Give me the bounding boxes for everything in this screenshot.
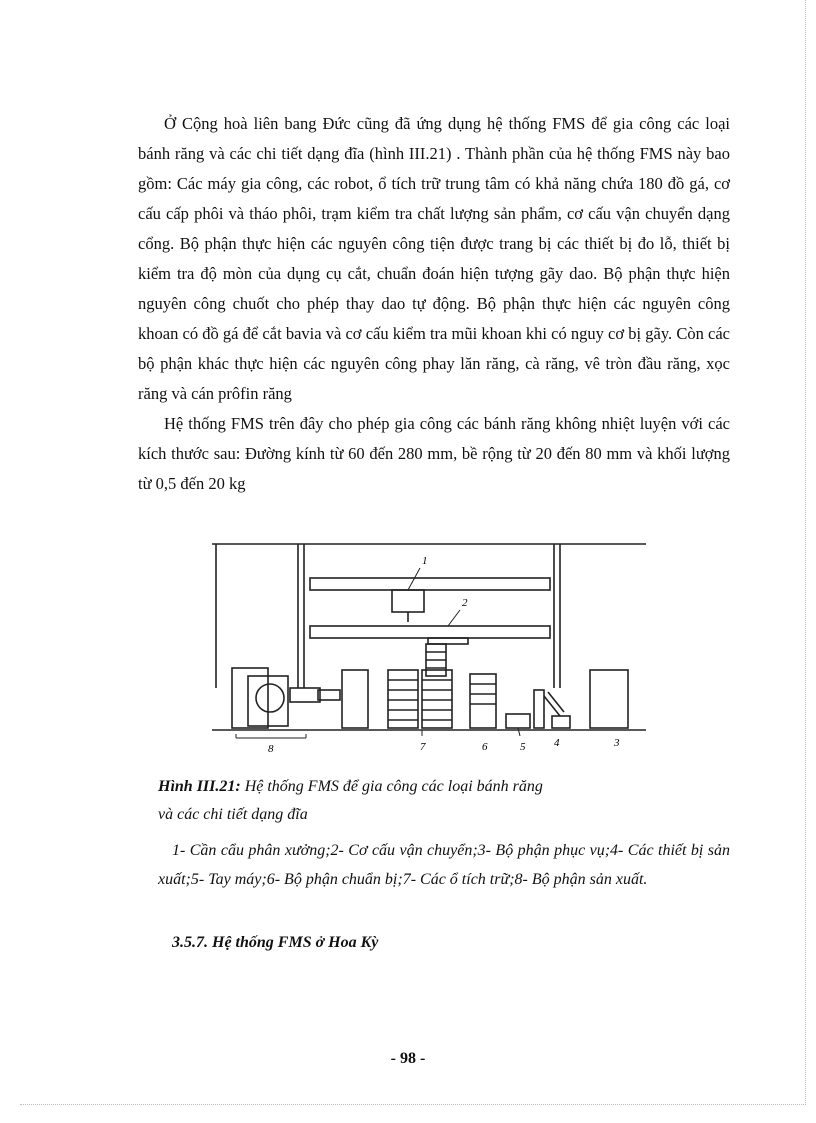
transfer-carriage: [428, 638, 468, 644]
figure-legend: 1- Cần cẩu phân xưởng;2- Cơ cấu vận chuyển;3- Bộ phận phục vụ;4- Các thiết bị sản xuất;5- Tay máy;6- Bộ phận chuẩn bị;7- Các ổ tích trữ;8- Bộ phận sản xuất.: [158, 842, 730, 888]
page-number: - 98 -: [390, 1050, 426, 1067]
fms-line-drawing: [208, 540, 650, 760]
figure-fms-diagram: [208, 540, 650, 760]
gantry-beam-lower: [310, 626, 550, 638]
paragraph-1: Ở Cộng hoà liên bang Đức cũng đã ứng dụng hệ thống FMS để gia công các loại bánh răng và các chi tiết dạng đĩa (hình III.21) . Thành phần của hệ thống FMS này bao gồm: Các máy gia công, các robot, ổ tích trữ trung tâm có khả năng chứa 180 đồ gá, cơ cấu cấp phôi và tháo phôi, trạm kiểm tra chất lượng sản phẩm, cơ cấu vận chuyển dạng cổng. Bộ phận thực hiện các nguyên công tiện được trang bị các thiết bị đo lỗ, thiết bị kiểm tra độ mòn của dụng cụ cắt, chuẩn đoán hiện tượng gãy dao. Bộ phận thực hiện nguyên công chuốt cho phép thay dao tự động. Bộ phận thực hiện các nguyên công khoan có đồ gá để cắt bavia và cơ cấu kiểm tra mũi khoan khi có nguy cơ bị gãy. Còn các bộ phận khác thực hiện các nguyên công phay lăn răng, cà răng, vê tròn đầu răng, xọc răng và cán prôfin răng: [138, 114, 730, 403]
figure-label-3: 3: [614, 737, 620, 749]
figure-caption-title: Hệ thống FMS để gia công các loại bánh răng: [244, 778, 543, 795]
page-border-bottom: [20, 1104, 806, 1105]
figure-label-2: 2: [462, 597, 468, 609]
figure-caption-label: Hình III.21:: [158, 778, 241, 795]
figure-label-1: 1: [422, 555, 428, 567]
machine-8a: [232, 668, 268, 728]
paragraph-2: Hệ thống FMS trên đây cho phép gia công các bánh răng không nhiệt luyện với các kích thước sau: Đường kính từ 60 đến 280 mm, bề rộng từ 20 đến 80 mm và khối lượng từ 0,5 đến 20 kg: [138, 414, 730, 493]
service-unit-3: [590, 670, 628, 728]
figure-label-5: 5: [520, 741, 526, 753]
storage-left: [342, 670, 368, 728]
section-heading: 3.5.7. Hệ thống FMS ở Hoa Kỳ: [172, 934, 379, 951]
figure-label-7: 7: [420, 741, 426, 753]
equipment-4: [534, 690, 544, 728]
figure-label-8: 8: [268, 743, 274, 755]
preparation-rack-6: [470, 674, 496, 728]
figure-caption-line-1: [158, 773, 738, 801]
page-border-right: [805, 0, 806, 1103]
figure-label-4: 4: [554, 737, 560, 749]
crane-trolley: [392, 590, 424, 612]
manipulator-5: [506, 714, 530, 728]
figure-caption-line-2: và các chi tiết dạng đĩa: [158, 806, 308, 823]
figure-label-6: 6: [482, 741, 488, 753]
gantry-beam-upper: [310, 578, 550, 590]
